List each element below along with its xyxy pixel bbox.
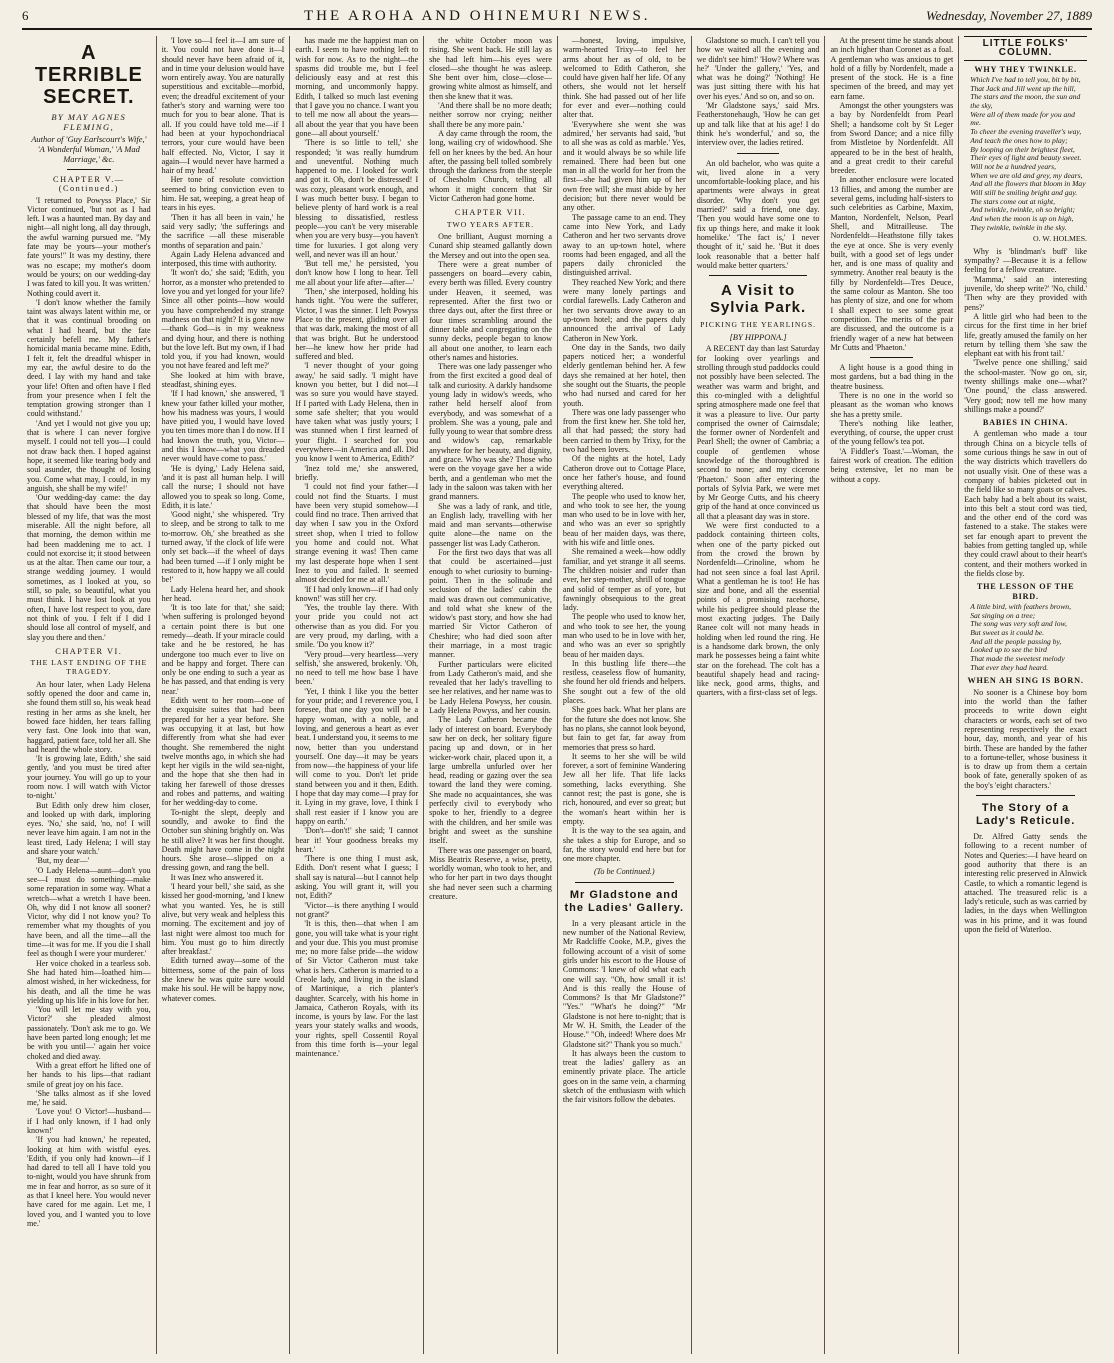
paragraph: To-night the slept, deeply and soundly, and awoke to find the October sun shining brightly on. Was he still alive? It was her first thought. Death might have come in the night hours. She arose—slipped on a dressing gown, and rang the bell. [161, 807, 285, 873]
paragraph: There were a great number of passengers on board—every cabin, every berth was filled. Every country under Heaven, it seemed, was represented. After the first two or three days out, after the first three or four times scrambling around the dinner table and congregating on the sunny decks, people began to know all about one another, to learn each other's names and histories. [429, 259, 552, 362]
poem-line: Which I've had to tell you, bit by bit, [970, 74, 1081, 84]
poem-line: That Jack and Jill went up the hill, [970, 83, 1076, 93]
poem-line: Will still be smiling bright and gay. [970, 188, 1078, 198]
paragraph: Why is 'blindman's buff' like sympathy? —Because it is a fellow feeling for a fellow creature. [964, 246, 1087, 275]
article-title-sylvia-park: A Visit to Sylvia Park. [709, 282, 807, 317]
paragraph: Further particulars were elicited from Lady Catheron's maid, and she revealed that her lady's travelling to see her relatives, and her name was to be Lady Helena Powyss, her cousin. Lady Helena Powyss, and her cousin. [429, 659, 552, 716]
paragraph: 'Don't—don't!' she said; 'I cannot bear it! Your goodness breaks my heart.' [295, 826, 419, 854]
paragraph: She looked at him with brave, steadfast, shining eyes. [161, 370, 285, 389]
column-6 [691, 36, 825, 1354]
section-title-lesson: THE LESSON OF THE BIRD. [976, 582, 1075, 601]
poem-line: The stars and the moon, the sun and the sky, [970, 92, 1081, 110]
paragraph: Amongst the other youngsters was a bay by Nordenfeldt from Pearl Shell; a handsome colt by St Leger from Sword Dance; and a nice filly from Mistletoe by Nordenfeldt. All appeared to be in the best of health, and a great credit to their careful breeder. [830, 101, 954, 176]
paragraph: Gladstone so much. I can't tell you how we waited all the evening and we didn't see him!' 'How? Where was he?' 'Under the gallery,' 'Yes, and what was he doing?' 'Nothing! He was just sitting there with his hat over his eyes.' And so on, and so on. [696, 36, 820, 101]
masthead [22, 8, 1092, 30]
to-be-continued: (To be Continued.) [593, 867, 655, 877]
paragraph: 'A Fiddler's Toast.'—Woman, the fairest work of creation. The edition being extensive, let no man be without a copy. [830, 446, 954, 484]
paragraph: 'Very proud—very heartless—very selfish,' she answered, brokenly. 'Oh, no need to tell me how base I have been.' [295, 649, 419, 687]
poem-signature: O. W. HOLMES. [1033, 233, 1087, 243]
paragraph: 'Inez told me,' she answered, briefly. [295, 463, 419, 482]
chapter-heading: CHAPTER VI. [55, 646, 123, 656]
paragraph: Her tone of resolute conviction seemed to bring conviction even to him. He sat, weeping, a great heap of tears in his eyes. [161, 175, 285, 213]
poem-line: And twinkle, twinkle, oh so bright; [970, 205, 1076, 215]
paragraph: She remained a week—how oddly familiar, and yet strange it all seems. The children noisier and ruder than ever, her step-mother, shrill of tongue and solid of temper as of yore, but fawningly obsequious to the great lady. [562, 547, 686, 613]
paragraph: Edith turned away—some of the bitterness, some of the pain of loss she knew he was quite sure would make his soul. He will be happy now, whatever comes. [161, 956, 285, 1003]
paragraph: The people who used to know her, and who took to see her, the young man who used to be in love with her, and who was an ever so sprightly beau of her maiden days, was there, with his wife and little ones. [562, 491, 686, 548]
paragraph: 'O Lady Helena—aunt—don't you see—I must do something—make some reparation in some way. What a wretch—what a wretch I have been. Oh, why did I not know all sooner? Victor, why did I not know you? To remember what my thoughts of you have been, and all the time—all the time—it was for me. If you die I shall feel as though I were your murderer.' [27, 865, 151, 959]
paragraph: A little girl who had been to the circus for the first time in her brief life, greatly amused the family on her return by telling them 'she saw the elephant eat with his front tail.' [964, 311, 1087, 359]
paragraph: 'Our wedding-day came: the day that should have been the most blessed of my life, that was the most miserable. All the night before, all that morning, the demon within me had been maddening me to act. I could not exorcise it; it stood between us at the altar. Then came our tour, a strange wedding journey. I would sometimes, as I looked at you, so still, so pale, so beautiful, what you must think. I have lost look at you often, I have lost respect to you, dare not think of you. I felt if I did I should lose all control of myself, and slay you there and then.' [27, 493, 151, 642]
poem-line: To cheer the evening traveller's way, [970, 127, 1082, 137]
paragraph: 'It is this, then—that when I am gone, you will take what is your right and your due. This you must promise me; no more false pride—the widow of Sir Victor Catheron must take what is hers. Catheron is married to a Creole lady, and living in the island of Martinique, a rich planter's daughter. Scarcely, with his home in Jamaica, Catheron Royals, with its income, is yours by law. For the last years your stately walks and woods, your rights, spell Cossentil Royal from this time forth is—your legal maintenance.' [295, 919, 419, 1059]
story-author-credit: Author of 'Guy Earlscourt's Wife,' 'A Wonderful Woman,' 'A Mad Marriage,' &c. [31, 134, 147, 164]
paragraph: There's nothing like leather, everything, of course, the upper crust of the young fellow's tea pot. [830, 418, 954, 447]
paragraph: One day in the Sands, two daily papers noticed her; a wonderful elderly gentleman behind her. A few days she remained at her hotel, then she sought out the Stuarts, the people who had nursed and cared for her youth. [562, 342, 686, 408]
paragraph: A gentleman who made a tour through China on a bicycle tells of some curious things he saw in out of the way districts which travellers do not usually visit. One of these was a company of babies picketed out in the field like so many goats or calves. Each baby had a belt about its waist, into this belt a stout cord was tied, and the other end of the cord was fastened to a stake. The stakes were set far enough apart to prevent the babies from getting tangled up, while they could crawl about to their heart's content, and their mothers worked in the fields close by. [964, 429, 1087, 578]
paragraph: 'If I had known,' she answered, 'I knew your father killed your mother, how his madness was yours, I would have pitied you, I would have loved you ten times more than I do now. If I had known the truth, you, Victor—and this I know—what you dreaded never would have come to pass.' [161, 389, 285, 464]
paragraph: Edith went to her room—one of the exquisite suites that had been prepared for her a year before. She was occupying it at last, but how differently from what she had ever thought. She remembered the night twelve months ago, in which she had kept her vigils in the wild sea-night, and the hope that she then had in taking her farewell of those dresses and robes and patterns, and waiting for her wedding-day to come. [161, 696, 285, 808]
paragraph: 'It is too late for that,' she said; 'when suffering is prolonged beyond a certain point there is but one remedy—death. If your miracle could take and he be restored, he has undergone too much ever to live on and be happy and forget. There can only be one ending to such a year as he has passed, and that ending is very near.' [161, 603, 285, 696]
paragraph: 'And yet I would not give you up; that is where I can never forgive myself. I could not tell you—I could not draw back then. I hoped against hope, it seemed like tearing body and soul asunder, the thought of losing you. Come what may, I could, in my anguish, she shall be my wife!' [27, 418, 151, 493]
chapter-subheading: TWO YEARS AFTER. [446, 219, 535, 229]
paragraph: Her voice choked in a tearless sob. She had hated him—loathed him—almost wished, in her wickedness, for his death, and all the time he was yielding up his life in his love for her. [27, 958, 151, 1005]
paragraph: It has always been the custom to treat the ladies' gallery as an eminently private place. The article goes on in the same vein, a charming sketch of the enthusiasm with which the fair visitors follow the debates. [562, 1048, 686, 1105]
page-columns [22, 36, 1092, 1354]
paragraph: 'There is one thing I must ask, Edith. Don't resent what I guess; I shall say is natural—but I cannot help asking. You will grant it, will you not, Edith?' [295, 854, 419, 901]
paragraph: has made me the happiest man on earth. I seem to have nothing left to wish for now. As to the night—the spasms did trouble me, but I feel deliciously easy and at rest this morning, and uncommonly happy. Edith, I talked so much last evening that I gave you no chance. I want you to tell me now all about the years—all about the year that you have been gone—all about yourself.' [295, 36, 419, 138]
paragraph: An old bachelor, who was quite a wit, lived alone in a very uncomfortable-looking place, and his apartments were always in great disorder. 'Why don't you get married?' said a friend, one day. 'Then you would have some one to fix up things here, and make it look homelike.' 'The fact is,' I never thought of it,' said he. 'But it does look reasonable that a better half would make better quarters.' [696, 158, 820, 270]
poem-lesson-of-bird [964, 603, 1087, 673]
paragraph: It seems to her she will be wild forever, a sort of feminine Wandering Jew all her life. That life lacks something, lacks everything. She cannot rest; the past is gone, she is rich, honoured, and ever so great; but the woman's heart within her is empty. [562, 751, 686, 826]
divider [67, 169, 111, 170]
paragraph: There was one lady passenger who from the first excited a good deal of talk and curiosity. A darkly handsome young lady in widow's weeds, who rather held herself aloof from everybody, and was somewhat of a problem. She was a young, pale and fully young to wear that sombre dress and widow's cap, remarkable anywhere for her beauty, and dignity, and grace. Who was she? Those who were on the voyage gave her a wide berth, and a gentleman who met the lady in the saloon was taken with her grand manners. [429, 362, 552, 502]
paragraph: 'It is growing late, Edith,' she said gently, 'and you must be tired after your journey. You will go up to your room now. I will watch with Victor to-night.' [27, 754, 151, 801]
paragraph: An hour later, when Lady Helena softly opened the door and came in, she found them still so, his weak head resting in her arms as she knelt, her bowed face hidden, her tears falling very fast. One look into that wan, haggard, patient face, told her all. She had heard the whole story. [27, 679, 151, 754]
paragraph: A RECENT day than last Saturday for looking over yearlings and strolling through stud paddocks could not possibly have been selected. The weather was warm and bright, and this co-mingled with a delightful spring atmosphere made one feel that it was a pleasure to live. Our party comprised the owner of Cairnsdale; the former owner of Nordenfelt and Pearl Shell; the owner of Cambria; a couple of gentlemen whose knowledge of the thoroughbred is second to none; and my cicerone 'Phaeton.' Soon after entering the portals of Sylvia Park, we were met by Mr George Cutts, and his cheery grip of the hand at once convinced us all that a pleasant day was in store. [696, 344, 820, 521]
paragraph: With a great effort he lifted one of her hands to his lips—that radiant smile of great joy on his face. [27, 1060, 151, 1089]
section-banner-little-folks: LITTLE FOLKS' COLUMN. [964, 36, 1087, 61]
poem-line: Their eyes of light and beauty sweet. [970, 153, 1082, 163]
poem-line: By looping on their brightest fleet, [970, 144, 1075, 154]
paragraph: 'You will let me stay with you, Victor?' she pleaded almost passionately. 'Don't ask me to go. We have been parted long enough; let me be with you until—' again her voice choked and died away. [27, 1005, 151, 1061]
paragraph: For the first two days that was all that could be ascertained—just enough to whet curiosity to burning-point. Then in the solitude and seclusion of the ladies' cabin the maid was drawn out communicative, and told what she knew of the widow's past story, and how she had married Sir Victor Catheron of Cheshire; who had died soon after their marriage, in a most tragic manner. [429, 548, 552, 660]
column-5 [557, 36, 691, 1354]
poem-line: And all the people passing by, [970, 636, 1062, 646]
paragraph: 'But tell me,' he persisted, 'you don't know how I long to hear. Tell me all about your life after—after—' [295, 259, 419, 287]
paragraph: It is the way to the sea again, and she takes a ship for Europe, and so far, the story would end here but for one more chapter. [562, 826, 686, 864]
poem-line: When we are old and grey, my dears, [970, 170, 1083, 180]
paragraph: At the present time he stands about an inch higher than Coronet as a foal. A gentleman who was anxious to get hold of a filly by Nordenfelt, made a present of the stock. He is a fine specimen of the breed, and may yet earn fame. [830, 36, 954, 101]
poem-line: Will not be a hundred years, [970, 161, 1056, 171]
paragraph: 'If you had known,' he repeated, looking at him with wistful eyes. 'Edith, if you only had known—if I had dared to tell all I have told you to-night, would you have shrunk from me in fear and horror, as so sure of it as that I kneel here. You would never have cared for me again. Let me, I loved you, and I wanted you to love me.' [27, 1135, 151, 1228]
poem-line: Were all of them made for you and me. [970, 109, 1075, 128]
issue-date: Wednesday, November 27, 1889 [926, 8, 1092, 23]
article-author: [BY HIPPONA.] [729, 332, 787, 343]
paragraph: 'Everywhere she went she was admired,' her servants had said, 'but to all she was as cold as marble.' Yes, and it would always be so while life remained. There had been but one man in all the world for her from the first—she had given him up of her own free will; she must abide by her decision; but there never would be any other. [562, 119, 686, 213]
paragraph: There is no one in the world so pleasant as the woman who knows she has a pretty smile. [830, 390, 954, 419]
paragraph: The Lady Catheron became the lady of interest on board. Everybody saw her on deck, her solitary figure pacing up and down, or in her wicker-work chair, placed upon it, a large umbrella unfurled over her head, reading or gazing over the sea toward the land they were coming. She made no acquaintances, she was perfectly civil to everybody who spoke to her, friendly to a degree with the children, and her smile was bright and sweet as the sunshine itself. [429, 715, 552, 846]
paragraph: A light house is a good thing in most gardens, but a bad thing in the theatre business. [830, 363, 954, 391]
paragraph: 'Twelve pence one shilling,' said the school-master. 'Now go on, sir, twenty shillings make one—what?' 'One pound,' the class answered. 'Very good; now tell me how many shillings make a pound?' [964, 358, 1087, 414]
paragraph: 'Then,' she interposed, holding his hands tight. 'You were the sufferer, Victor, I was the sinner. I left Powyss Place to the present, gliding over all that was dark, making the most of all that was bright. But he understood her—he knew how her pride had suffered and bled. [295, 287, 419, 362]
paragraph: 'Good night,' she whispered. 'Try to sleep, and be strong to talk to me to-morrow. Oh,' she breathed as she turned away, 'if the clock of life were only set back—if the wheel of days had been turned —if I only might be restored to it, how happy we all could be!' [161, 510, 285, 585]
poem-line: And all the flowers that bloom in May [970, 179, 1086, 189]
paragraph: Dr. Alfred Gatty sends the following to a recent number of Notes and Queries:—I have heard on good authority that there is an interesting relic preserved in Alnwick Castle, to which a romantic legend is attached. The treasured relic is a lady's reticule, such as was carried by ladies, in the days when Wellington was in his prime, and it was found upon the field of Waterloo. [964, 832, 1087, 934]
section-title-babies: BABIES IN CHINA. [982, 418, 1069, 428]
paragraph: In this bustling life there—the restless, ceaseless flow of humanity, she found her old friends and helpers. She sought out a few of the old places. [562, 658, 686, 706]
paragraph: 'And there shall be no more death; neither sorrow nor crying; neither shall there be any more pain.' [429, 101, 552, 129]
paragraph: the white October moon was rising. She went back. He still lay as she had left him—his eyes were closed—she thought he was asleep. She bent over him, close—close—growing white almost as himself, and then she knew that it was. [429, 36, 552, 101]
paragraph: There was one lady passenger who from the first knew her. She told her, all that had passed; the story had been carried to them by Trixy, for the two had been lovers. [562, 407, 686, 455]
article-subtitle: PICKING THE YEARLINGS. [700, 320, 816, 330]
paragraph: She was a lady of rank, and title, an English lady, travelling with her maid and man servants—otherwise quite alone—the name on the passenger list was Lady Catheron. [429, 501, 552, 548]
paragraph: 'It won't do,' she said; 'Edith, you horror, as a monster who pretended to love you and yet longed for your life? Since all other points—how would you have comprehended my strange madness on that night? It is gone now—thank God—is in my weakness and dying hour, and there is nothing but the love left. But my own, if I had told you, if you had known, would you not have feared and left me?' [161, 268, 285, 371]
divider [709, 275, 808, 276]
paragraph: 'He is dying,' Lady Helena said, 'and it is past all human help. I will call the nurse; I should not have allowed you to speak so long. Come, Edith, it is late.' [161, 463, 285, 510]
paragraph: 'Yet, I think I like you the better for your pride; and I reverence you, I foresee, that one day you will be a happy woman, with a noble, and loving, and generous a heart as ever beat. I understand you, it seems to me now, better than you understand yourself. One day—it may be years from now—the happiness of your life will come to you. Don't let pride stand between you and it then, Edith. I hope that day may come—I pray for it. Lying in my grave, love, I think I shall rest easier if I know you are happy on earth.' [295, 686, 419, 826]
paragraph: There was one passenger on board, Miss Beatrix Reserve, a wise, pretty, worldly woman, who took to her, and who for her part in two days thought she had never seen such a charming creature. [429, 845, 552, 902]
poem-line: That made the sweetest melody [970, 654, 1065, 664]
paragraph: 'Mr Gladstone says,' said Mrs. Featherstonehaugh, 'How he can get up and talk like that at his age! I do think he's wonderful,' and so, the interview over, the ladies retired. [696, 101, 820, 148]
paragraph: The people who used to know her, and who took to see her, the young man who used to be in love with her, and who was an ever so sprightly beau of her maiden days. [562, 612, 686, 659]
paragraph: —honest, loving, impulsive, warm-hearted Trixy—to feel her arms about her as of old, to be welcomed to Edith Catheron, she could have given half her life. Of any others, she would not let herself think. She had passed out of her life for ever and ever—nothing could alter that. [562, 36, 686, 120]
article-title-reticule: The Story of a Lady's Reticule. [975, 802, 1076, 828]
column-8 [958, 36, 1092, 1354]
poem-line: And teach the ones how to play; [970, 135, 1068, 145]
poem-line: That ever they had heard. [970, 662, 1049, 672]
story-byline: BY MAY AGNES FLEMING, [51, 112, 127, 132]
paragraph: Of the nights at the hotel, Lady Catheron drove out to Cottage Place, once her father's house, and found everything altered. [562, 454, 686, 492]
paragraph: We were first conducted to a paddock containing thirteen colts, when one of the party picked out from the crowd the brown by Nordenfeldt—Crinoline, whom he had not seen since a foal last April. What a gentleman he is too! He has size and bone, and all the essential points of a promising racehorse, while his pedigree should please the most exacting judges. The Daily Ranee colt will not many heads in holding when led round the ring. He is a handsome dark brown, the only mark he possesses being a faint white star on the forehead. The colt has a beautiful shapely head and racing-like neck, good arms, thighs, and quarters, with a first-class set of legs. [696, 521, 820, 698]
poem-line: The song was very soft and low, [970, 619, 1067, 629]
paragraph: The passage came to an end. They came into New York, and Lady Catheron and her two servants drove away to an up-town hotel, where rooms had been engaged, and all the papers daily chronicled the distinguished arrival. [562, 212, 686, 278]
paragraph: Lady Helena heard her, and shook her head. [161, 584, 285, 603]
divider [870, 357, 913, 358]
paragraph: It was Inez who answered it. [170, 872, 264, 882]
paragraph: 'I never thought of your going away,' he said sadly. 'I might have known you better, but I did not—I was so sure you would have stayed. If I parted with Lady Helena, then in some safe shelter; that you would have taken what was justly yours; I was stunned when I first learned of your flight. I searched for you everywhere—in America and all. Did you know I went to America, Edith?' [295, 361, 419, 464]
poem-line: Sat singing on a tree; [970, 610, 1036, 620]
section-title-when-ah-sing: WHEN AH SING IS BORN. [967, 676, 1084, 686]
poem-line: The stars come out at night, [970, 196, 1056, 206]
column-7 [824, 36, 958, 1354]
column-1 [22, 36, 156, 1354]
column-3 [289, 36, 423, 1354]
paragraph: A day came through the room, the long, wailing cry of widowhood. She fell on her knees by the bed. An hour after, the passing bell tolled sombrely through the darkness from the steeple of Chesholm Church, telling all whom it might concern that Sir Victor Catheron had gone home. [429, 128, 552, 204]
poem-line: A little bird, with feathers brown, [970, 601, 1071, 611]
poem-line: But sweet as it could be. [970, 627, 1045, 637]
paragraph: 'Victor—is there anything I would not grant?' [295, 900, 419, 919]
poem-why-they-twinkle [964, 76, 1087, 233]
paragraph: 'She talks almost as if she loved me,' he said. [27, 1088, 151, 1108]
paragraph: 'If I had only known—if I had only known!' was still her cry. [295, 584, 419, 603]
paragraph: 'Love you! O Victor!—husband—if I had only known, if I had only known!' [27, 1107, 151, 1135]
paragraph: 'I don't know whether the family taint was always latent within me, or that it was continual brooding on what I had heard, but the fate certainly befell me. My father's homicidal mania became mine. Edith, I felt it, felt the dreadful whisper in my ear, the awful desire to do the deed. I lay with my hand and take your life! Often and often have I fled from your presence when I felt the temptation growing stronger than I could withstand.' [27, 297, 151, 419]
paragraph: 'I returned to Powyss Place,' Sir Victor continued, 'but not as I had left. I was a haunted man. By day and night—all night long, all day through, the awful warning pursued me. "My fate may be yours—your mother's fate yours!" It was my destiny, there was no escape; my mother's doom would be yours; on our wedding-day I was fated to kill you. It was written.' Nothing could avert it. [27, 195, 151, 298]
paragraph: 'I heard your bell,' she said, as she kissed her good-morning, 'and I knew what you wanted. Yes, he is still alive, but very weak and helpless this morning. The excitement and joy of last night were almost too much for him. You must go to him directly after breakfast.' [161, 882, 285, 957]
page-number: 6 [22, 8, 29, 23]
paragraph: They reached New York; and there were many lonely partings and cordial farewells. Lady Catheron and her two servants drove away to an up-town hotel; and the papers duly announced the arrival of Lady Catheron in New York. [562, 277, 686, 343]
paragraph: She goes back. What her plans are for the future she does not know. She has no plans, she cannot look beyond, but fain to get far, far away from memories that press so hard. [562, 705, 686, 752]
paragraph: 'Yes, the trouble lay there. With your pride you could not act otherwise than as you did. For you are very proud, my darling, with a smile. 'Do you know it?' [295, 603, 419, 650]
paragraph: 'I love so—I feel it—I am sure of it. You could not have done it—I should never have been afraid of it, and in time your delusion would have worn entirely away. You are naturally superstitious and excitable—morbid, even; the dreadful excitement of your father's story and warning were too much for you to bear alone. That is all. If you could have told me—if I had been at your hypochondriacal terrors, your cure would have been half effected. No, Victor, I say it again—I would never have harmed a hair of my head.' [161, 36, 285, 176]
paper-title: THE AROHA AND OHINEMURI NEWS. [303, 8, 651, 24]
divider [976, 795, 1075, 796]
poem-line: Looked up to see the bird [970, 645, 1047, 655]
column-4 [423, 36, 557, 1354]
chapter-heading: CHAPTER VII. [454, 208, 527, 218]
paragraph: 'There is so little to tell,' she responded; 'it was really humdrum and uneventful. Nothing much happened to me. I looked for work and got it. Oh, don't be distressed! I was cozy, pleasant work enough, and I was much better busy. I began to believe plenty of hard work is a real blessing to dissatisfied, restless people—you can't be very miserable when you are very busy—you haven't time for luxuries. I got along very well, and never was ill an hour.' [295, 138, 419, 259]
article-title-gladstone: Mr Gladstone and the Ladies' Gallery. [564, 888, 685, 914]
paragraph: In a very pleasant article in the new number of the National Review, Mr Radcliffe Cooke, M.P., gives the following account of a visit of some girls under his escort to the House of Commons: 'I knew of old what each one will say. "Oh, how small it is! And is this really the House of Commons? Is that Mr Gladstone?" "Yes." "What's he doing?" "Mr Gladstone is not here to-night; that is Mr W. H. Smith, the Leader of the House." "Oh, indeed! Where does Mr Gladstone sit?" Thank you so much.' [562, 918, 686, 1049]
poem-line: And when the moon is up on high, [970, 214, 1074, 224]
chapter-heading: CHAPTER V.—(Continued.) [53, 175, 125, 194]
paragraph: 'But, my dear—' [36, 856, 90, 866]
paragraph: In another enclosure were located 13 fillies, and among the number are several gems, including half-sisters to such celebrities as Carbine, Maxim, Manton, Nordenfelt, Nelson, Pearl Shell, and Mitrailleuse. The Nordenfeldt—Heathstone filly takes the eye at once. She is very evenly built, with a good set of legs under her, and is one mass of quality and symmetry. Another real beauty is the filly by Nordenfeldt—Tres Deuce, the same colour as Manton. She too has plenty of size, and one for whom I shall expect to see some great competition. The merits of the pair are discussed, and the outcome is a friendly wager of a new hat between Mr Cutts and 'Phaeton.' [830, 175, 954, 352]
paragraph: 'I could not find your father—I could not find the Stuarts. I must have been very stupid somehow—I could find no trace. Then arrived that day when I saw you in the Oxford street shop, when I tried to follow you home and could not. What strange evening it was! Then came my last desperate hope when I sent Inez to you and failed. It seemed almost decided for me at all.' [295, 482, 419, 585]
paragraph: But Edith only drew him closer, and looked up with dark, imploring eyes. 'No,' she said, 'no, no! I will never leave him again. I am not in the least tired, Lady Helena; I will stay and share your watch.' [27, 800, 151, 857]
paragraph: 'Mamma,' said an interesting juvenile, 'do sheep write?' 'No, child.' 'Then why are they provided with pens?' [964, 274, 1087, 312]
poem-title: WHY THEY TWINKLE. [974, 64, 1077, 74]
divider [737, 153, 780, 154]
column-2 [156, 36, 290, 1354]
chapter-subheading: THE LAST ENDING OF THE TRAGEDY. [30, 658, 148, 677]
poem-line: They twinkle, twinkle in the sky. [970, 222, 1067, 232]
paragraph: Again Lady Helena advanced and interposed, this time with authority. [161, 249, 285, 269]
paragraph: No sooner is a Chinese boy born into the world than the father proceeds to write down eight characters or words, each set of two representing respectively the exact hour, day, month, and year of his birth. These are handed by the father to a fortune-teller, whose business it is to draw up from them a certain book of fate, generally spoken of as the boy's 'eight characters.' [964, 687, 1087, 790]
divider [575, 882, 674, 883]
paragraph: 'Then it has all been in vain,' he said very sadly; 'the sufferings and the sacrifice —all these miserable months of separation and pain.' [161, 212, 285, 250]
story-title-terrible-secret: A TERRIBLE SECRET. [34, 42, 143, 108]
paragraph: One brilliant, August morning a Cunard ship steamed gallantly down the Mersey and out into the open sea. [429, 231, 552, 260]
